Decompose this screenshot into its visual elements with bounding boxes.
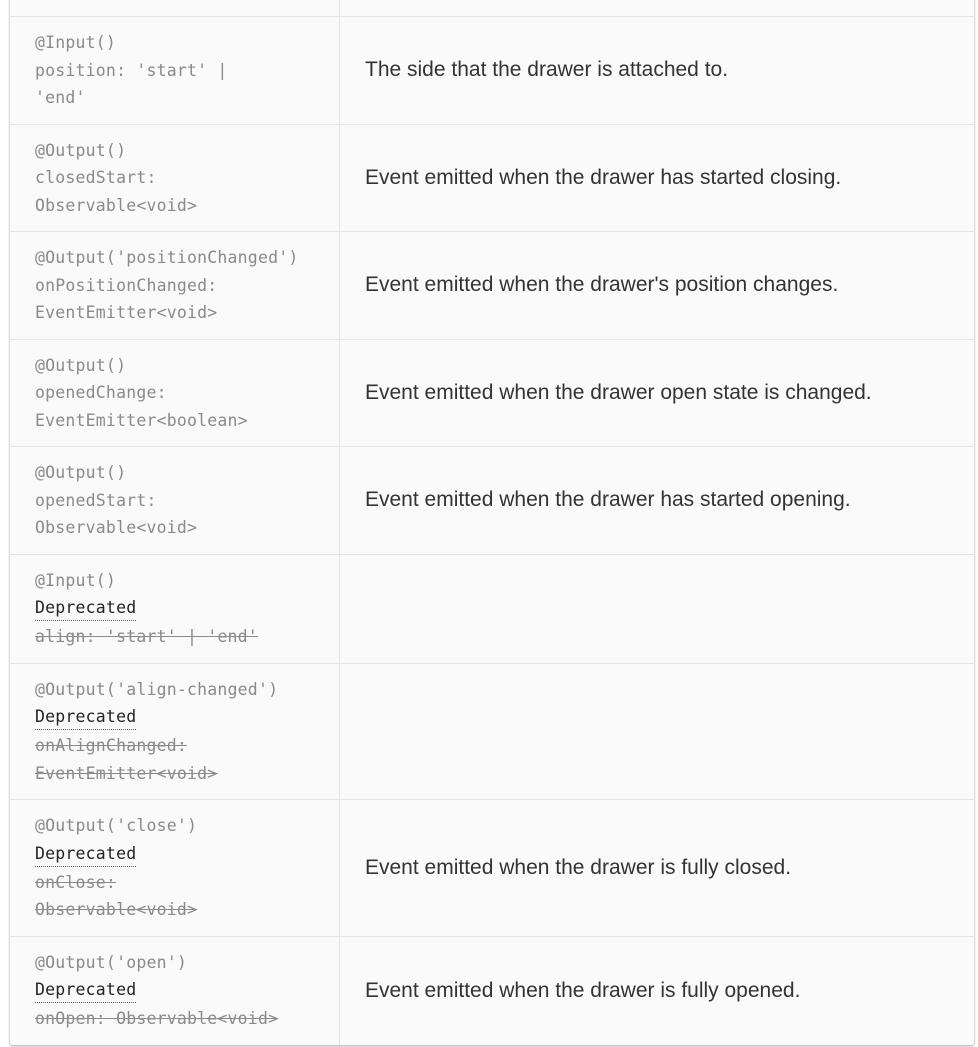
deprecated-label[interactable]: Deprecated [35,978,136,1003]
decorator-text: @Output('align-changed') [35,679,279,699]
property-description-cell [340,664,974,800]
decorator-text: @Output('open') [35,952,188,972]
property-description: Event emitted when the drawer open state is changed. [365,380,872,404]
property-signature: position: 'start' | 'end' [35,60,228,107]
deprecated-label[interactable]: Deprecated [35,842,136,867]
deprecated-label[interactable]: Deprecated [35,596,136,621]
deprecated-label[interactable]: Deprecated [35,705,136,730]
property-name-cell [10,125,340,232]
property-signature: openedChange: EventEmitter<boolean> [35,383,248,430]
property-name-cell [10,800,340,936]
property-name-cell [10,340,340,447]
decorator-text: @Output() [35,355,127,375]
deprecated-signature: align: 'start' | 'end' [35,627,258,646]
property-description: Event emitted when the drawer is fully closed. [365,855,792,879]
decorator-text: @Output() [35,140,127,160]
property-signature: onPositionChanged: EventEmitter<void> [35,275,218,322]
property-description: Event emitted when the drawer has started closing. [365,165,842,189]
decorator-text: @Output('close') [35,816,198,835]
deprecated-signature: onAlignChanged: EventEmitter<void> [35,736,218,783]
property-description-cell [340,937,974,1045]
property-signature: closedStart: Observable<void> [35,168,198,215]
api-properties-table [10,0,974,1045]
property-name-cell [10,664,340,800]
deprecated-signature: onClose: Observable<void> [35,872,198,919]
table-row [10,555,974,664]
property-description-cell [340,125,974,232]
property-name-cell [10,447,340,554]
table-row [10,340,974,448]
property-name-cell [10,232,340,339]
property-name-cell [10,17,340,124]
table-row [10,664,974,801]
deprecated-signature: onOpen: Observable<void> [35,1009,279,1028]
name-cell-stub [10,0,340,16]
table-row [10,232,974,340]
property-description-cell [340,800,974,936]
decorator-text: @Input() [35,570,117,590]
property-name-cell [10,937,340,1045]
property-description-cell [340,555,974,663]
property-description: Event emitted when the drawer's position changes. [365,273,839,297]
property-description: The side that the drawer is attached to. [365,58,729,82]
table-body [10,17,974,1045]
table-row [10,17,974,125]
table-row [10,800,974,937]
property-description-cell [340,232,974,339]
table-row-top-stub [10,0,974,17]
property-description: Event emitted when the drawer is fully opened. [365,978,801,1002]
property-signature: openedStart: Observable<void> [35,490,198,537]
table-row [10,125,974,233]
property-description: Event emitted when the drawer has started opening. [365,488,851,512]
decorator-text: @Input() [35,33,117,52]
table-row [10,937,974,1045]
property-description-cell [340,340,974,447]
decorator-text: @Output('positionChanged') [35,248,299,267]
property-name-cell [10,555,340,663]
decorator-text: @Output() [35,463,127,482]
description-cell-stub [340,0,974,16]
table-row [10,447,974,555]
property-description-cell [340,447,974,554]
property-description-cell [340,17,974,124]
